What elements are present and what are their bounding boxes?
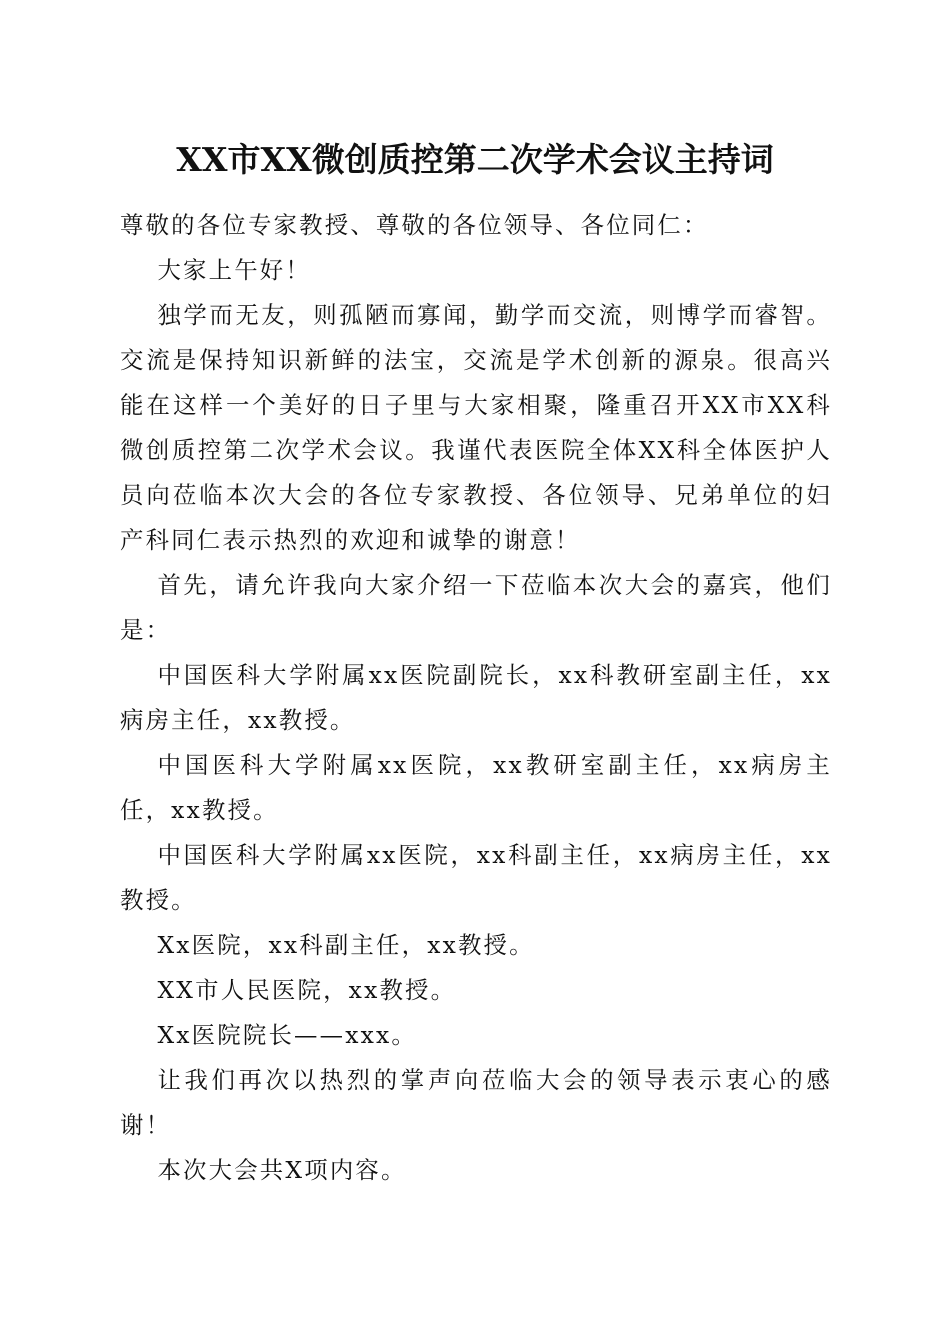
guest-paragraph-5: XX市人民医院，xx教授。 bbox=[157, 976, 457, 1004]
guest-paragraph-4: Xx医院，xx科副主任，xx教授。 bbox=[157, 931, 535, 959]
salutation-paragraph: 尊敬的各位专家教授、尊敬的各位领导、各位同仁： bbox=[120, 211, 709, 239]
document-body bbox=[120, 203, 832, 1193]
thanks-paragraph: 让我们再次以热烈的掌声向莅临大会的领导表示衷心的感谢！ bbox=[120, 1066, 832, 1139]
greeting-paragraph: 大家上午好！ bbox=[157, 256, 311, 284]
guest-paragraph-3: 中国医科大学附属xx医院，xx科副主任，xx病房主任，xx教授。 bbox=[120, 841, 832, 914]
guest-paragraph-2: 中国医科大学附属xx医院，xx教研室副主任，xx病房主任，xx教授。 bbox=[120, 751, 832, 824]
agenda-paragraph: 本次大会共X项内容。 bbox=[157, 1156, 407, 1184]
document-title: XX市XX微创质控第二次学术会议主持词 bbox=[176, 140, 774, 179]
guest-intro-paragraph: 首先，请允许我向大家介绍一下莅临本次大会的嘉宾，他们是： bbox=[120, 571, 832, 644]
guest-paragraph-1: 中国医科大学附属xx医院副院长，xx科教研室副主任，xx病房主任，xx教授。 bbox=[120, 661, 832, 734]
opening-paragraph: 独学而无友，则孤陋而寡闻，勤学而交流，则博学而睿智。交流是保持知识新鲜的法宝，交流是学术创新的源泉。很高兴能在这样一个美好的日子里与大家相聚，隆重召开XX市XX科微创质控第二次学术会议。我谨代表医院全体XX科全体医护人员向莅临本次大会的各位专家教授、各位领导、兄弟单位的妇产科同仁表示热烈的欢迎和诚挚的谢意！ bbox=[120, 301, 832, 554]
guest-paragraph-6: Xx医院院长——xxx。 bbox=[157, 1021, 417, 1049]
